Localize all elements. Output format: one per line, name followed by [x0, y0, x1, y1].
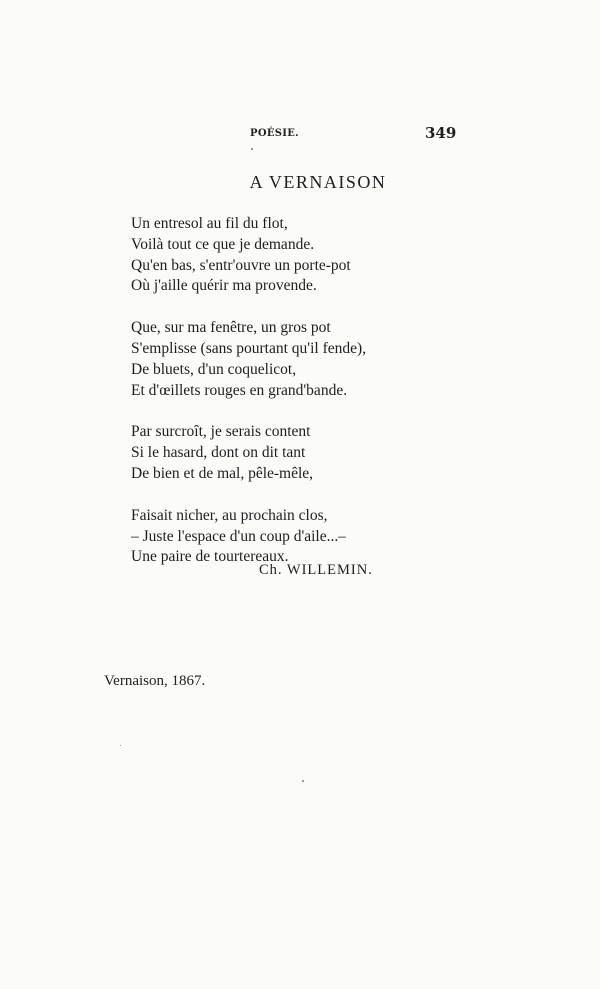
verse-line: Par surcroît, je serais content	[131, 423, 311, 441]
poem-body	[131, 214, 421, 589]
verse-line: Et d'œillets rouges en grand'bande.	[131, 381, 348, 399]
place-date: Vernaison, 1867.	[104, 673, 206, 689]
verse-line: Si le hasard, dont on dit tant	[131, 444, 306, 462]
poem-title: A VERNAISON	[249, 172, 387, 192]
stanza	[131, 214, 421, 297]
page-number: 349	[425, 124, 457, 142]
section-label: POÉSIE.	[250, 128, 299, 139]
verse-line: De bien et de mal, pêle-mêle,	[131, 464, 314, 482]
verse-line: Que, sur ma fenêtre, un gros pot	[131, 319, 331, 337]
stanza	[131, 422, 421, 484]
verse-line: Où j'aille quérir ma provende.	[131, 277, 317, 295]
stanza	[131, 506, 421, 568]
verse-line: Qu'en bas, s'entr'ouvre un porte-pot	[131, 256, 351, 274]
print-speck	[251, 148, 253, 150]
running-head	[0, 124, 600, 144]
verse-line: Faisait nicher, au prochain clos,	[131, 506, 328, 524]
verse-line: De bluets, d'un coquelicot,	[131, 360, 297, 378]
verse-line: – Juste l'espace d'un coup d'aile...–	[131, 527, 346, 545]
author-signature: Ch. WILLEMIN.	[259, 562, 373, 578]
verse-line: Voilà tout ce que je demande.	[131, 235, 315, 253]
verse-line: S'emplisse (sans pourtant qu'il fende),	[131, 339, 367, 357]
print-speck	[302, 780, 304, 782]
stanza	[131, 318, 421, 401]
verse-line: Une paire de tourtereaux.	[131, 548, 289, 566]
verse-line: Un entresol au fil du flot,	[131, 215, 288, 232]
print-speck	[120, 745, 121, 746]
